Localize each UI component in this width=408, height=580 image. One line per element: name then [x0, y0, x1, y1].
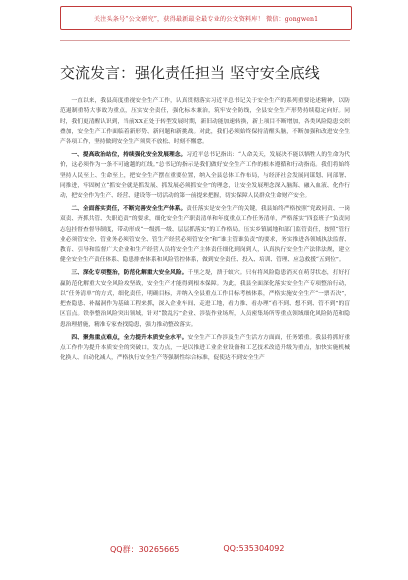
paragraph-text: 一直以来，我县高度重视安全生产工作，认真贯彻落实习近平总书记关于安全生产的系列重要论述精神，以防范遏制重特大事故为重点，压实安全责任，强化标本兼治，筑牢安全防线，全县安全生产形势持续稳定向好。同时，我们更清醒认识到，当前XX正处于转型发展时期，新旧动能加速转换，新上项目不断增加，各类风险隐患交织叠加，安全生产工作面临着新形势、新问题和新挑战。对此，我们必须始终保持清醒头脑，不断加强和改进安全生产各项工作，坚持做到安全生产须臾不放松、时刻不懈怠。	[60, 98, 350, 146]
page-title: 交流发言：强化责任担当 坚守安全底线	[60, 64, 320, 82]
promo-banner	[60, 6, 352, 30]
section-heading: 三、深化专项整治，防范化解重大安全风险。	[71, 270, 188, 277]
paragraph-section-4	[60, 333, 350, 364]
paragraph-section-3	[60, 268, 350, 330]
section-heading: 一、提高政治站位，持续强化安全发展理念。	[71, 151, 187, 158]
paragraph-text: 习近平总书记指出：“人命关天，发展决不能以牺牲人的生命为代价，这必须作为一条不可逾越的红线。”总书记的指示是我们做好安全生产工作的根本遵循和行动指南。我们将始终坚持人民至上、生命至上，把安全生产摆在重要位置，纳入全县总体工作布局，与经济社会发展同谋划、同部署、同推进，牢固树立“抓安全就是抓发展、抓发展必须抓安全”的理念，让安全发展理念深入脑海、融入血液、化作行动，把安全作为生产、经营、建设等一切活动的第一前提来把握，切实保障人民群众生命财产安全。	[60, 151, 350, 200]
section-heading: 四、聚焦重点难点，全力提升本质安全水平。	[71, 334, 188, 341]
section-heading: 二、全面落实责任，不断完善安全生产体系。	[71, 205, 187, 212]
paragraph-section-1	[60, 150, 350, 201]
paragraph-intro	[60, 96, 350, 147]
paragraph-text: 安全生产工作涉及生产生活方方面面，任务繁重。我县将抓好重点工作作为提升本质安全的突破口，发力点，一是以推进工业企业设备和工艺技术改造升级为重点，加快实施机械化换人、自动化减人，严格执行安全生产等强制性综合标准，促使达不到安全生产	[60, 334, 351, 362]
banner-divider	[60, 40, 350, 41]
promo-banner-text: 关注头条号“公文研究”，获得最新最全最专业的公文资料库！ 微信：gongwen1	[93, 15, 319, 23]
footer-contact	[110, 544, 330, 555]
paragraph-text: 千里之堤，溃于蚁穴。只有将风险隐患消灭在萌芽状态，打好打赢防范化解重大安全风险攻坚战，安全生产才能得到根本保障。为此，我县全面深化落实安全生产专项整治行动，以“任务清单”的方式，细化责任，明确目标，并纳入全县重点工作目标考核体系，严格实施安全生产“一票否决”，把查隐患、补漏洞作为基础工程来抓，深入企业车间、走进工地，看力推、看办理“看不到、想不到、管不到”的盲区盲点。铁拳整治风险突出领域，针对“散乱污”企业、涉装作业场所，人员密集场所等重点领域细化风险防范和隐患治理措施，精准专家查找隐患，强力推动整改落实。	[60, 270, 351, 328]
article-body	[60, 96, 350, 366]
paragraph-text: 责任落实是安全生产的关键，我县始终严格按照“党政同责、一岗双责、齐抓共管、失职追责”的要求，细化安全生产职责清单和年度重点工作任务清单，严格落实“四套班子”负责同志包挂督查督导制度，带动形成“一级抓一级、层层抓落实”的工作格局。压实乡镇属地和部门监管责任，按照“管行业必须管安全、管业务必须管安全、管生产经营必须管安全”和“谁主管谁负责”的要求，务实推进各领域执法监督、教育、引导和监督广大企业和生产经营人员将安全生产主体责任细化到岗到人，认真执行安全生产法律法规，建立健全安全生产责任体系、隐患排查体系和风险管控体系，做到安全责任、投入、培训、管理、应急救援“五到位”。	[60, 205, 350, 264]
footer-qq: QQ:535304092	[223, 544, 285, 553]
footer-qq-group: QQ群：30265665	[110, 545, 180, 554]
paragraph-section-2	[60, 204, 350, 266]
